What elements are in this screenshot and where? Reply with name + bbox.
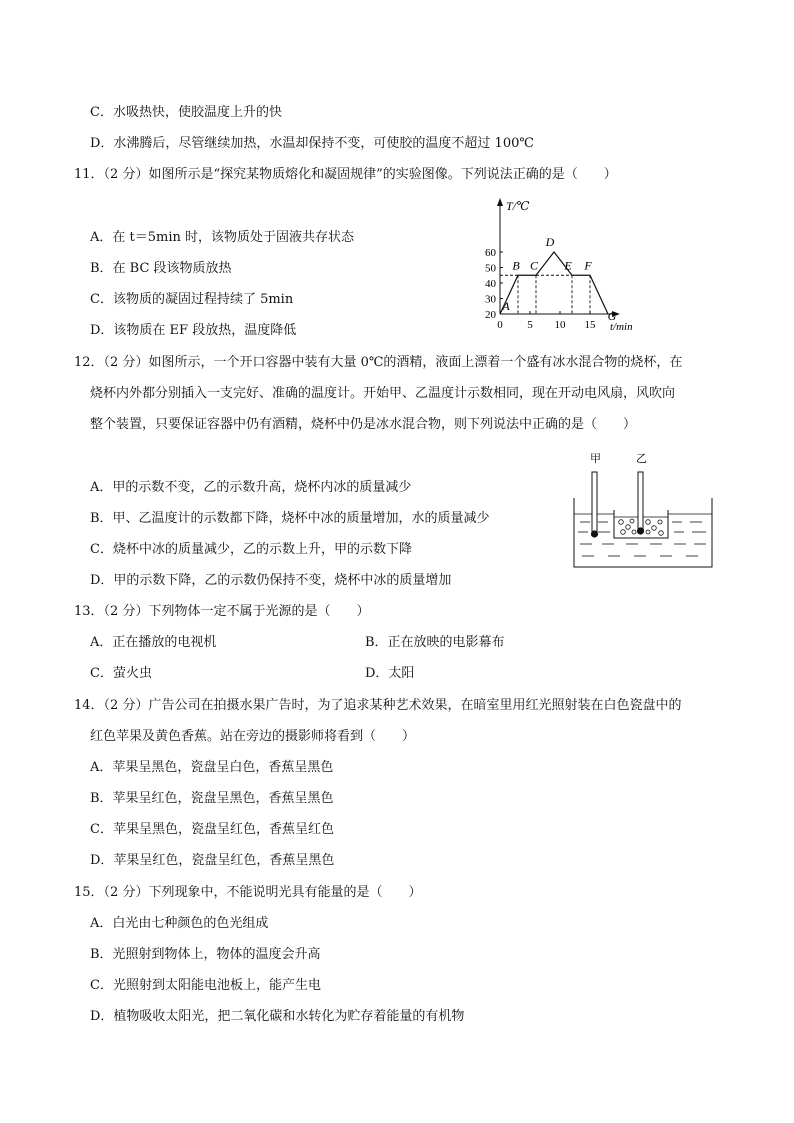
q12-option-d: D．甲的示数下降，乙的示数仍保持不变，烧杯中冰的质量增加 xyxy=(90,573,452,588)
x-tick-label: 15 xyxy=(584,319,596,331)
q13-option-b: B．正在放映的电影幕布 xyxy=(365,635,505,650)
q12-option-a: A．甲的示数不变，乙的示数升高，烧杯内冰的质量减少 xyxy=(90,480,412,495)
q14-option-a: A．苹果呈黑色，瓷盘呈白色，香蕉呈黑色 xyxy=(90,760,334,775)
q12-stem-line-1: 12．（2 分）如图所示，一个开口容器中装有大量 0℃的酒精，液面上漂着一个盛有冰水混合物的烧杯，在 xyxy=(74,355,683,370)
q15-option-b: B．光照射到物体上，物体的温度会升高 xyxy=(90,947,321,962)
q10-option-d: D．水沸腾后，尽管继续加热，水温却保持不变，可使胶的温度不超过 100℃ xyxy=(90,136,534,151)
y-axis-arrow xyxy=(497,198,503,206)
q15-option-c: C．光照射到太阳能电池板上，能产生电 xyxy=(90,978,321,993)
thermometer-yi-label: 乙 xyxy=(636,453,647,465)
point-label-a: A xyxy=(502,299,510,313)
q15-stem: 15．（2 分）下列现象中，不能说明光具有能量的是（ ） xyxy=(74,885,422,900)
x-tick-label: 5 xyxy=(527,319,533,331)
y-tick-label: 40 xyxy=(485,278,496,290)
q14-option-d: D．苹果呈红色，瓷盘呈红色，香蕉呈黑色 xyxy=(90,853,335,868)
q13-stem: 13．（2 分）下列物体一定不属于光源的是（ ） xyxy=(74,604,370,619)
q12-stem-line-2: 烧杯内外都分别插入一支完好、准确的温度计。开始甲、乙温度计示数相同，现在开动电风扇，风吹向 xyxy=(90,386,676,401)
q14-stem-line-2: 红色苹果及黄色香蕉。站在旁边的摄影师将看到（ ） xyxy=(90,729,416,744)
q14-stem-line-1: 14．（2 分）广告公司在拍摄水果广告时，为了追求某种艺术效果，在暗室里用红光照射装在白色瓷盘中的 xyxy=(74,698,682,713)
x-tick-label: 0 xyxy=(497,319,503,331)
y-tick-label: 50 xyxy=(485,262,496,275)
thermometer-yi xyxy=(638,472,643,530)
q15-option-d: D．植物吸收太阳光，把二氧化碳和水转化为贮存着能量的有机物 xyxy=(90,1009,465,1024)
q12-option-b: B．甲、乙温度计的示数都下降，烧杯中冰的质量增加，水的质量减少 xyxy=(90,511,490,526)
point-label-b: B xyxy=(512,258,520,273)
y-tick-label: 20 xyxy=(485,309,496,321)
point-label-c: C xyxy=(529,258,539,273)
q14-option-b: B．苹果呈红色，瓷盘呈黑色，香蕉呈黑色 xyxy=(90,791,334,806)
point-label-e: E xyxy=(564,258,572,273)
q11-temperature-time-graph xyxy=(470,196,700,340)
y-axis-label: T/℃ xyxy=(506,199,530,213)
y-tick-label: 60 xyxy=(485,247,496,259)
q11-option-b: B．在 BC 段该物质放热 xyxy=(90,261,232,276)
q13-option-c: C．萤火虫 xyxy=(90,666,152,681)
q11-option-a: A．在 t＝5min 时，该物质处于固液共存状态 xyxy=(90,230,355,245)
y-tick-label: 30 xyxy=(485,293,496,306)
q10-option-c: C．水吸热快，使胶温度上升的快 xyxy=(90,105,282,120)
thermometer-jia-label: 甲 xyxy=(590,453,601,465)
q13-option-a: A．正在播放的电视机 xyxy=(90,635,217,650)
point-label-d: D xyxy=(545,235,555,249)
q12-stem-line-3: 整个装置，只要保证容器中仍有酒精，烧杯中仍是冰水混合物，则下列说法中正确的是（ ） xyxy=(90,417,637,432)
point-label-g: G xyxy=(607,309,617,323)
q11-option-c: C．该物质的凝固过程持续了 5min xyxy=(90,292,294,307)
point-label-f: F xyxy=(584,258,592,273)
q13-option-d: D．太阳 xyxy=(365,666,415,681)
q14-option-c: C．苹果呈黑色，瓷盘呈红色，香蕉呈红色 xyxy=(90,822,334,837)
x-axis-label: t/min xyxy=(610,321,633,333)
thermometer-jia xyxy=(592,472,597,534)
q11-stem: 11．（2 分）如图所示是“探究某物质熔化和凝固规律”的实验图像。下列说法正确的是（ ） xyxy=(74,167,617,182)
q11-option-d: D．该物质在 EF 段放热，温度降低 xyxy=(90,323,297,338)
x-tick-label: 10 xyxy=(554,319,566,331)
q12-option-c: C．烧杯中冰的质量减少，乙的示数上升，甲的示数下降 xyxy=(90,542,412,557)
q12-apparatus-figure xyxy=(568,448,718,572)
q15-option-a: A．白光由七种颜色的色光组成 xyxy=(90,916,269,931)
